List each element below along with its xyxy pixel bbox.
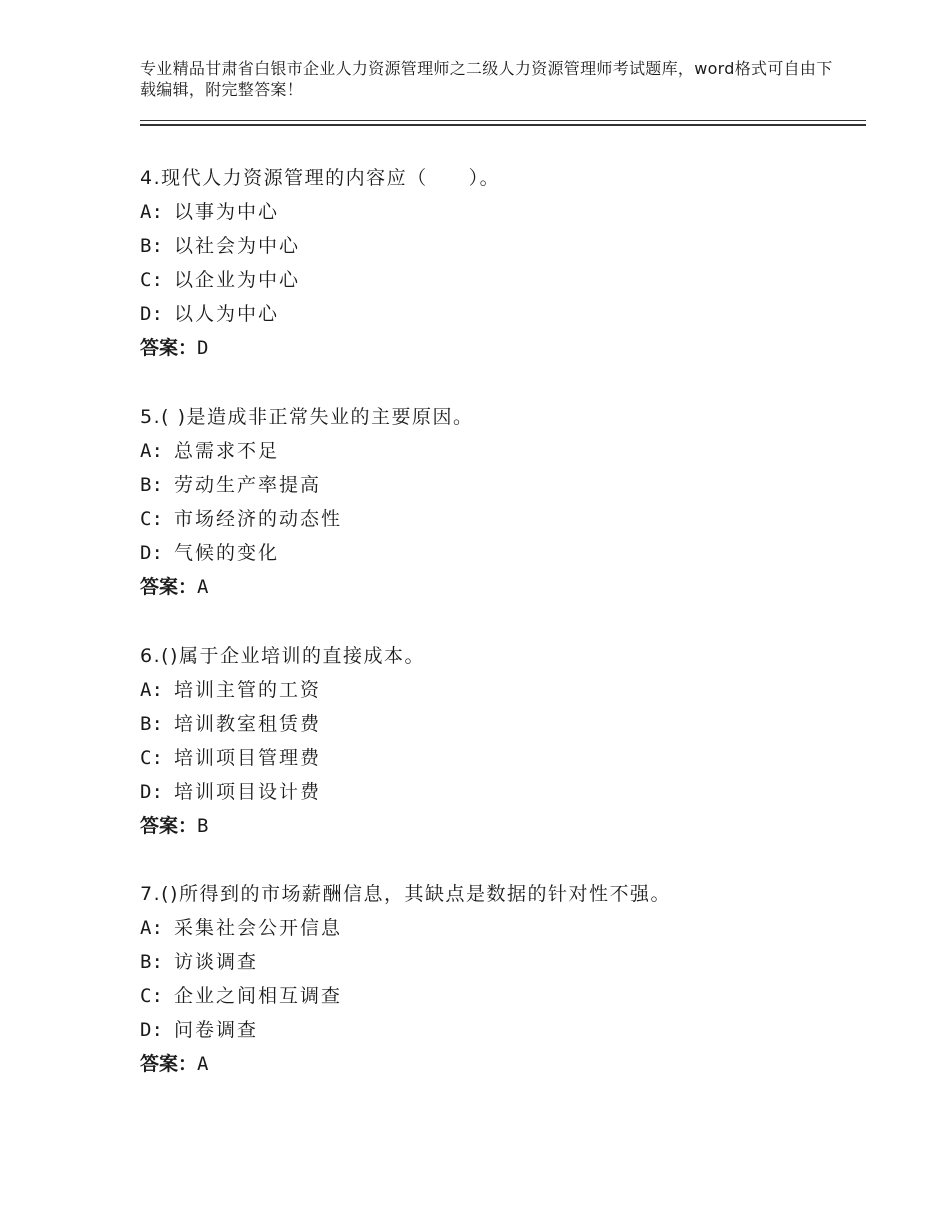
option-text: 以社会为中心 bbox=[174, 235, 301, 257]
option-letter: C: bbox=[140, 985, 163, 1007]
answer-line bbox=[140, 809, 860, 843]
option-d bbox=[140, 1013, 860, 1047]
option-text: 市场经济的动态性 bbox=[174, 508, 343, 530]
question-stem: 5.( )是造成非正常失业的主要原因。 bbox=[140, 406, 474, 428]
option-letter: B: bbox=[140, 713, 163, 735]
option-text: 劳动生产率提高 bbox=[174, 474, 322, 496]
option-c bbox=[140, 263, 860, 297]
option-b bbox=[140, 945, 860, 979]
header-divider-thin bbox=[140, 120, 866, 121]
option-text: 培训项目管理费 bbox=[174, 747, 322, 769]
option-text: 培训主管的工资 bbox=[174, 679, 322, 701]
answer-value: A bbox=[197, 576, 209, 598]
option-a bbox=[140, 673, 860, 707]
question-7 bbox=[140, 877, 860, 1081]
option-b bbox=[140, 468, 860, 502]
option-a bbox=[140, 434, 860, 468]
option-text: 以人为中心 bbox=[174, 303, 280, 325]
answer-line bbox=[140, 570, 860, 604]
header-divider-thick bbox=[140, 124, 866, 126]
option-b bbox=[140, 229, 860, 263]
option-text: 培训项目设计费 bbox=[174, 781, 322, 803]
option-letter: D: bbox=[140, 1019, 163, 1041]
option-b bbox=[140, 707, 860, 741]
answer-value: A bbox=[197, 1053, 209, 1075]
option-letter: B: bbox=[140, 235, 163, 257]
option-c bbox=[140, 502, 860, 536]
option-text: 气候的变化 bbox=[174, 542, 280, 564]
question-6 bbox=[140, 639, 860, 843]
option-letter: D: bbox=[140, 781, 163, 803]
option-c bbox=[140, 979, 860, 1013]
option-letter: D: bbox=[140, 542, 163, 564]
option-text: 以企业为中心 bbox=[174, 269, 301, 291]
question-stem: 6.()属于企业培训的直接成本。 bbox=[140, 645, 425, 667]
option-d bbox=[140, 536, 860, 570]
answer-label: 答案： bbox=[140, 576, 198, 598]
option-a bbox=[140, 911, 860, 945]
document-header: 专业精品甘肃省白银市企业人力资源管理师之二级人力资源管理师考试题库，word格式可自由下载编辑，附完整答案！ bbox=[140, 59, 833, 99]
option-text: 培训教室租赁费 bbox=[174, 713, 322, 735]
option-text: 企业之间相互调查 bbox=[174, 985, 343, 1007]
question-4 bbox=[140, 161, 860, 365]
answer-label: 答案： bbox=[140, 815, 198, 837]
answer-value: D bbox=[197, 337, 209, 359]
option-text: 总需求不足 bbox=[174, 440, 280, 462]
option-letter: A: bbox=[140, 440, 163, 462]
answer-value: B bbox=[197, 815, 209, 837]
option-c bbox=[140, 741, 860, 775]
option-letter: A: bbox=[140, 917, 163, 939]
option-letter: B: bbox=[140, 474, 163, 496]
answer-label: 答案： bbox=[140, 1053, 198, 1075]
answer-label: 答案： bbox=[140, 337, 198, 359]
option-letter: C: bbox=[140, 269, 163, 291]
question-stem: 7.()所得到的市场薪酬信息，其缺点是数据的针对性不强。 bbox=[140, 883, 671, 905]
option-letter: A: bbox=[140, 679, 163, 701]
option-text: 问卷调查 bbox=[174, 1019, 259, 1041]
question-stem: 4.现代人力资源管理的内容应（ ）。 bbox=[140, 167, 501, 189]
answer-line bbox=[140, 1047, 860, 1081]
option-text: 以事为中心 bbox=[174, 201, 280, 223]
option-d bbox=[140, 297, 860, 331]
option-d bbox=[140, 775, 860, 809]
option-a bbox=[140, 195, 860, 229]
option-text: 采集社会公开信息 bbox=[174, 917, 343, 939]
question-5 bbox=[140, 400, 860, 604]
option-letter: C: bbox=[140, 747, 163, 769]
option-letter: D: bbox=[140, 303, 163, 325]
option-text: 访谈调查 bbox=[174, 951, 259, 973]
option-letter: B: bbox=[140, 951, 163, 973]
option-letter: A: bbox=[140, 201, 163, 223]
answer-line bbox=[140, 331, 860, 365]
option-letter: C: bbox=[140, 508, 163, 530]
